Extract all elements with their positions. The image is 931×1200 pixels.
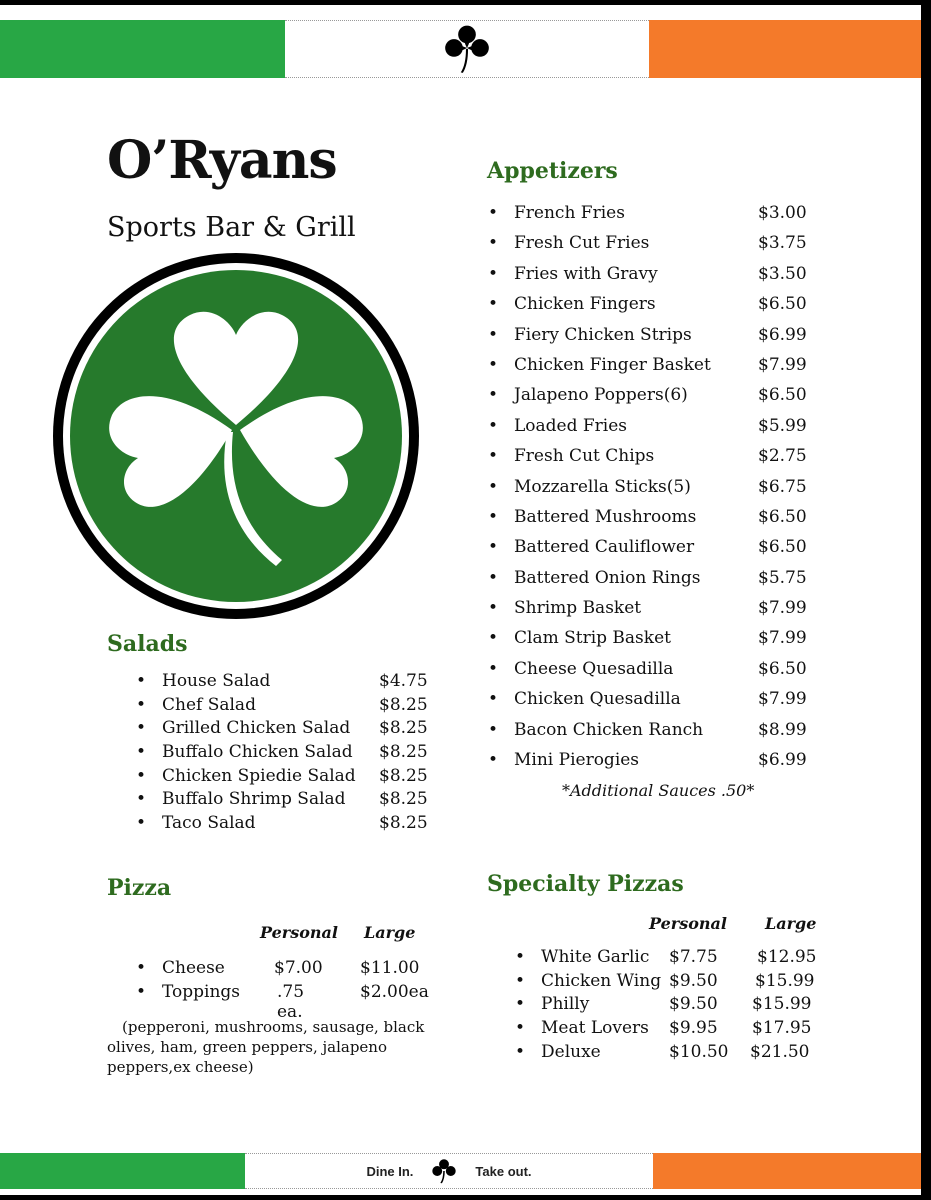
bullet-icon: • <box>488 415 499 436</box>
list-item: • Fiery Chicken Strips $6.99 <box>514 320 711 350</box>
appetizers-list <box>488 198 807 775</box>
list-item: • Jalapeno Poppers(6) $6.50 <box>514 380 711 410</box>
bullet-icon: • <box>515 1041 526 1062</box>
bullet-icon: • <box>488 354 499 375</box>
flag-green-band <box>0 20 285 78</box>
dine-in-label: Dine In. <box>366 1163 414 1179</box>
menu-page <box>0 5 921 1195</box>
take-out-label: Take out. <box>475 1163 532 1179</box>
list-item: • Fresh Cut Chips $2.75 <box>514 441 711 471</box>
list-item: • House Salad $4.75 <box>136 671 428 691</box>
bullet-icon: • <box>136 813 147 834</box>
specialty-col-personal: Personal <box>649 914 727 933</box>
list-item: • French Fries $3.00 <box>514 198 711 228</box>
bullet-icon: • <box>488 537 499 558</box>
list-item: • Chef Salad $8.25 <box>136 694 428 715</box>
bullet-icon: • <box>488 628 499 649</box>
list-item: • Cheese $7.00 $11.00 <box>136 958 420 978</box>
list-item: • Mini Pierogies $6.99 <box>514 745 711 775</box>
list-item: • Buffalo Chicken Salad $8.25 <box>136 742 428 763</box>
list-item: • Deluxe $10.50 $21.50 <box>515 1041 810 1062</box>
salads-list <box>136 670 428 836</box>
bullet-icon: • <box>515 947 526 967</box>
bullet-icon: • <box>488 719 499 740</box>
pizza-heading: Pizza <box>107 875 172 901</box>
shamrock-logo <box>50 250 422 622</box>
bullet-icon: • <box>488 567 499 588</box>
bottom-flag-banner <box>0 1153 921 1189</box>
bullet-icon: • <box>515 994 526 1015</box>
list-item: • Battered Onion Rings $5.75 <box>514 563 711 593</box>
list-item: • Mozzarella Sticks(5) $6.75 <box>514 472 711 502</box>
list-item: • Buffalo Shrimp Salad $8.25 <box>136 789 428 810</box>
bullet-icon: • <box>136 789 147 810</box>
bullet-icon: • <box>136 718 147 739</box>
bullet-icon: • <box>488 750 499 771</box>
list-item: • Toppings .75 ea. $2.00ea <box>136 982 429 1022</box>
list-item: • Fresh Cut Fries $3.75 <box>514 228 711 258</box>
list-item: • Chicken Quesadilla $7.99 <box>514 684 711 714</box>
flag-orange-band <box>649 20 921 78</box>
bullet-icon: • <box>136 694 147 715</box>
specialty-list <box>515 947 817 1065</box>
bullet-icon: • <box>488 598 499 619</box>
restaurant-name: O’Ryans <box>107 130 337 191</box>
toppings-note: (pepperoni, mushrooms, sausage, black olives, ham, green peppers, jalapeno peppers,ex cheese) <box>107 1018 425 1076</box>
bullet-icon: • <box>136 671 147 691</box>
list-item: • Chicken Spiedie Salad $8.25 <box>136 765 428 786</box>
list-item: • Clam Strip Basket $7.99 <box>514 623 711 653</box>
bullet-icon: • <box>488 203 499 223</box>
bullet-icon: • <box>136 742 147 763</box>
salads-heading: Salads <box>107 631 188 657</box>
flag-white-band <box>245 1153 653 1189</box>
list-item: • Cheese Quesadilla $6.50 <box>514 654 711 684</box>
bullet-icon: • <box>136 982 147 1002</box>
list-item: • Chicken Finger Basket $7.99 <box>514 350 711 380</box>
list-item: • Battered Mushrooms $6.50 <box>514 502 711 532</box>
list-item: • Fries with Gravy $3.50 <box>514 259 711 289</box>
top-flag-banner <box>0 20 921 78</box>
bullet-icon: • <box>515 970 526 991</box>
bullet-icon: • <box>488 294 499 315</box>
pizza-col-personal: Personal <box>260 923 338 942</box>
list-item: • Philly $9.50 $15.99 <box>515 994 812 1015</box>
flag-orange-band <box>653 1153 921 1189</box>
list-item: • Loaded Fries $5.99 <box>514 411 711 441</box>
shamrock-icon <box>427 1158 461 1184</box>
list-item: • Chicken Fingers $6.50 <box>514 289 711 319</box>
bullet-icon: • <box>488 263 499 284</box>
flag-green-band <box>0 1153 245 1189</box>
bullet-icon: • <box>488 324 499 345</box>
pizza-col-large: Large <box>364 923 416 942</box>
bullet-icon: • <box>488 506 499 527</box>
specialty-pizzas-heading: Specialty Pizzas <box>487 871 684 897</box>
bullet-icon: • <box>488 476 499 497</box>
list-item: • Meat Lovers $9.95 $17.95 <box>515 1018 812 1039</box>
list-item: • Bacon Chicken Ranch $8.99 <box>514 715 711 745</box>
bullet-icon: • <box>515 1018 526 1039</box>
pizza-list <box>136 958 429 1022</box>
bullet-icon: • <box>488 689 499 710</box>
bullet-icon: • <box>488 658 499 679</box>
appetizers-heading: Appetizers <box>487 158 618 184</box>
bullet-icon: • <box>136 765 147 786</box>
list-item: • White Garlic $7.75 $12.95 <box>515 947 817 967</box>
list-item: • Shrimp Basket $7.99 <box>514 593 711 623</box>
list-item: • Chicken Wing $9.50 $15.99 <box>515 970 815 991</box>
bullet-icon: • <box>488 233 499 254</box>
bullet-icon: • <box>488 446 499 467</box>
sauces-note: *Additional Sauces .50* <box>562 781 755 800</box>
list-item: • Battered Cauliflower $6.50 <box>514 532 711 562</box>
flag-white-band <box>285 20 649 78</box>
bullet-icon: • <box>136 958 147 978</box>
restaurant-tagline: Sports Bar & Grill <box>107 212 356 243</box>
list-item: • Taco Salad $8.25 <box>136 813 428 834</box>
list-item: • Grilled Chicken Salad $8.25 <box>136 718 428 739</box>
bullet-icon: • <box>488 385 499 406</box>
shamrock-icon <box>430 23 504 75</box>
specialty-col-large: Large <box>765 914 817 933</box>
